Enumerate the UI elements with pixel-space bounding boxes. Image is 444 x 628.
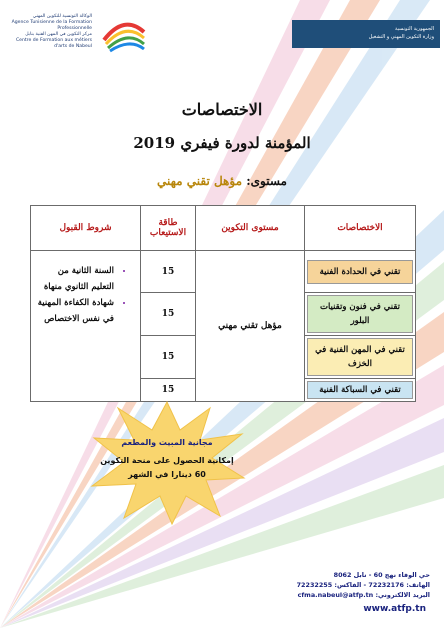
specialty-cell	[305, 293, 416, 336]
ministry-banner	[292, 20, 440, 48]
table-header-row	[31, 206, 416, 251]
capacity-cell: 15	[141, 336, 196, 379]
header-specialty: الاختصاصات	[305, 206, 416, 251]
atfp-logo-icon	[98, 10, 150, 54]
specialty-cell	[305, 336, 416, 379]
level-cell: مؤهل تقني مهني	[196, 251, 305, 402]
table-row	[31, 251, 416, 293]
page-title: الاختصاصات	[181, 100, 263, 119]
level-value: مؤهل تقني مهني	[157, 174, 243, 188]
starburst-line-2: إمكانية الحصول على منحة التكوين 60 دينارا في الشهر	[100, 456, 234, 479]
specialty-label: تقني في السباكة الفنية	[307, 381, 413, 399]
ministry-line-1: الجمهورية التونسية	[394, 26, 434, 32]
agency-name-ar: الوكالة التونسية للتكوين المهني	[32, 14, 92, 19]
conditions-cell	[31, 251, 141, 402]
center-name-fr: Centre de Formation aux métiers d'arts de Nabeul	[15, 38, 92, 49]
specialty-cell	[305, 251, 416, 293]
header-level: مستوى التكوين	[196, 206, 305, 251]
specialty-label: تقني في فنون وتقنيات البلور	[307, 295, 413, 333]
contact-email[interactable]: البريد الالكتروني: cfma.nabeul@atfp.tn	[297, 591, 430, 599]
specialties-table	[30, 205, 416, 402]
agency-logo	[4, 8, 154, 56]
header-capacity: طاقة الاستيعاب	[141, 206, 196, 251]
conditions-list	[35, 263, 122, 327]
condition-item: • شهادة الكفاءة المهنية في نفس الاختصاص	[35, 295, 114, 327]
agency-name-fr: Agence Tunisienne de la Formation Professionnelle	[11, 20, 92, 31]
contact-address: حي الوفاء نهج 60 - نابل 8062	[333, 571, 430, 579]
center-name-ar: مركز التكوين في المهن الفنية بنابل	[25, 32, 92, 37]
capacity-cell: 15	[141, 379, 196, 402]
ministry-line-2: وزارة التكوين المهني و التشغيل	[368, 34, 434, 40]
capacity-cell: 15	[141, 251, 196, 293]
condition-item: • السنة الثانية من التعليم الثانوي منهاة	[35, 263, 114, 295]
specialty-label: تقني في الحدادة الفنية	[307, 260, 413, 284]
website-link[interactable]: www.atfp.tn	[363, 604, 426, 614]
header-conditions: شروط القبول	[31, 206, 141, 251]
contact-info	[260, 570, 430, 600]
contact-phone: الهاتف: 72232176 - الفاكس: 72232255	[296, 581, 430, 589]
level-label: مستوى:	[246, 174, 287, 188]
level-line	[0, 174, 444, 188]
capacity-cell: 15	[141, 293, 196, 336]
agency-name	[4, 14, 92, 50]
page-subtitle: المؤمنة لدورة فيفري 2019	[133, 134, 311, 152]
specialty-cell	[305, 379, 416, 402]
specialty-label: تقني في المهن الفنية في الخزف	[307, 338, 413, 376]
starburst-text	[98, 436, 236, 482]
starburst-line-1: مجانية المبيت والمطعم	[121, 438, 213, 447]
